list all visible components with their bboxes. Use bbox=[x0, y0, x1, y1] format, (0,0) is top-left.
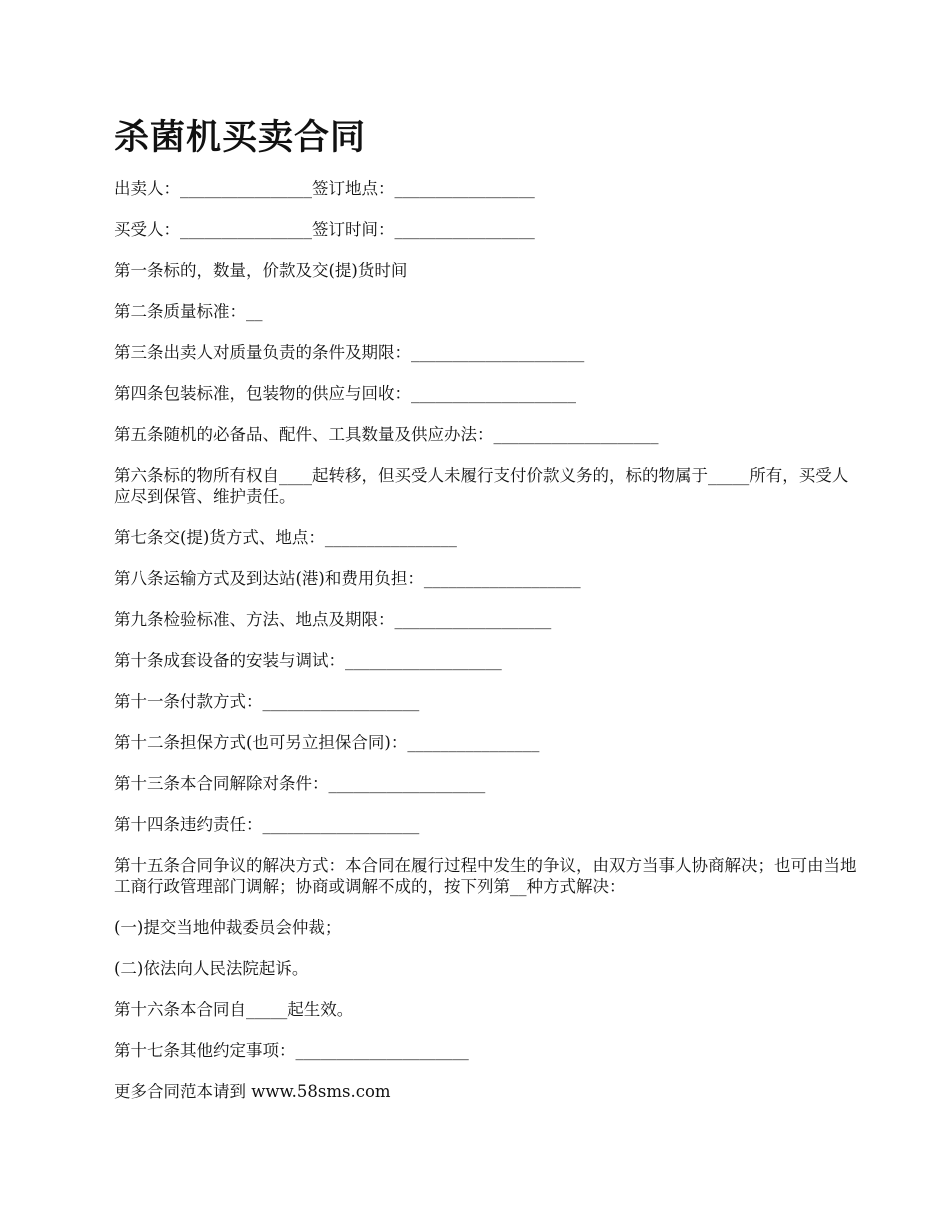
clause-6: 第六条标的物所有权自____起转移，但买受人未履行支付价款义务的，标的物属于_____所有，买受人应尽到保管、维护责任。 bbox=[114, 466, 849, 506]
buyer-line: 买受人：________________签订时间：_________________ bbox=[114, 220, 535, 239]
clause-15-option-2: (二)依法向人民法院起诉。 bbox=[114, 959, 309, 978]
clause-8: 第八条运输方式及到达站(港)和费用负担：___________________ bbox=[114, 569, 581, 588]
clause-9: 第九条检验标准、方法、地点及期限：___________________ bbox=[114, 610, 552, 629]
seller-line: 出卖人：________________签订地点：_________________ bbox=[114, 179, 535, 198]
footer-note: 更多合同范本请到 www.58sms.com bbox=[114, 1082, 391, 1101]
clause-12: 第十二条担保方式(也可另立担保合同)：________________ bbox=[114, 733, 540, 752]
clause-4: 第四条包装标准，包装物的供应与回收：____________________ bbox=[114, 384, 576, 403]
clause-7: 第七条交(提)货方式、地点：________________ bbox=[114, 528, 457, 547]
clause-10: 第十条成套设备的安装与调试：___________________ bbox=[114, 651, 502, 670]
clause-13: 第十三条本合同解除对条件：___________________ bbox=[114, 774, 486, 793]
document-title: 杀菌机买卖合同 bbox=[114, 117, 367, 158]
clause-5: 第五条随机的必备品、配件、工具数量及供应办法：____________________ bbox=[114, 425, 659, 444]
clause-2: 第二条质量标准：__ bbox=[114, 302, 263, 321]
clause-3: 第三条出卖人对质量负责的条件及期限：_____________________ bbox=[114, 343, 585, 362]
clause-1: 第一条标的，数量，价款及交(提)货时间 bbox=[114, 261, 408, 280]
clause-14: 第十四条违约责任：___________________ bbox=[114, 815, 420, 834]
clause-11: 第十一条付款方式：___________________ bbox=[114, 692, 420, 711]
contract-page bbox=[114, 108, 864, 1122]
clause-16: 第十六条本合同自_____起生效。 bbox=[114, 1000, 354, 1019]
clause-15-option-1: (一)提交当地仲裁委员会仲裁； bbox=[114, 918, 342, 937]
clause-17: 第十七条其他约定事项：_____________________ bbox=[114, 1041, 469, 1060]
clause-15: 第十五条合同争议的解决方式：本合同在履行过程中发生的争议，由双方当事人协商解决；也可由当地工商行政管理部门调解；协商或调解不成的，按下列第__种方式解决： bbox=[114, 856, 857, 896]
